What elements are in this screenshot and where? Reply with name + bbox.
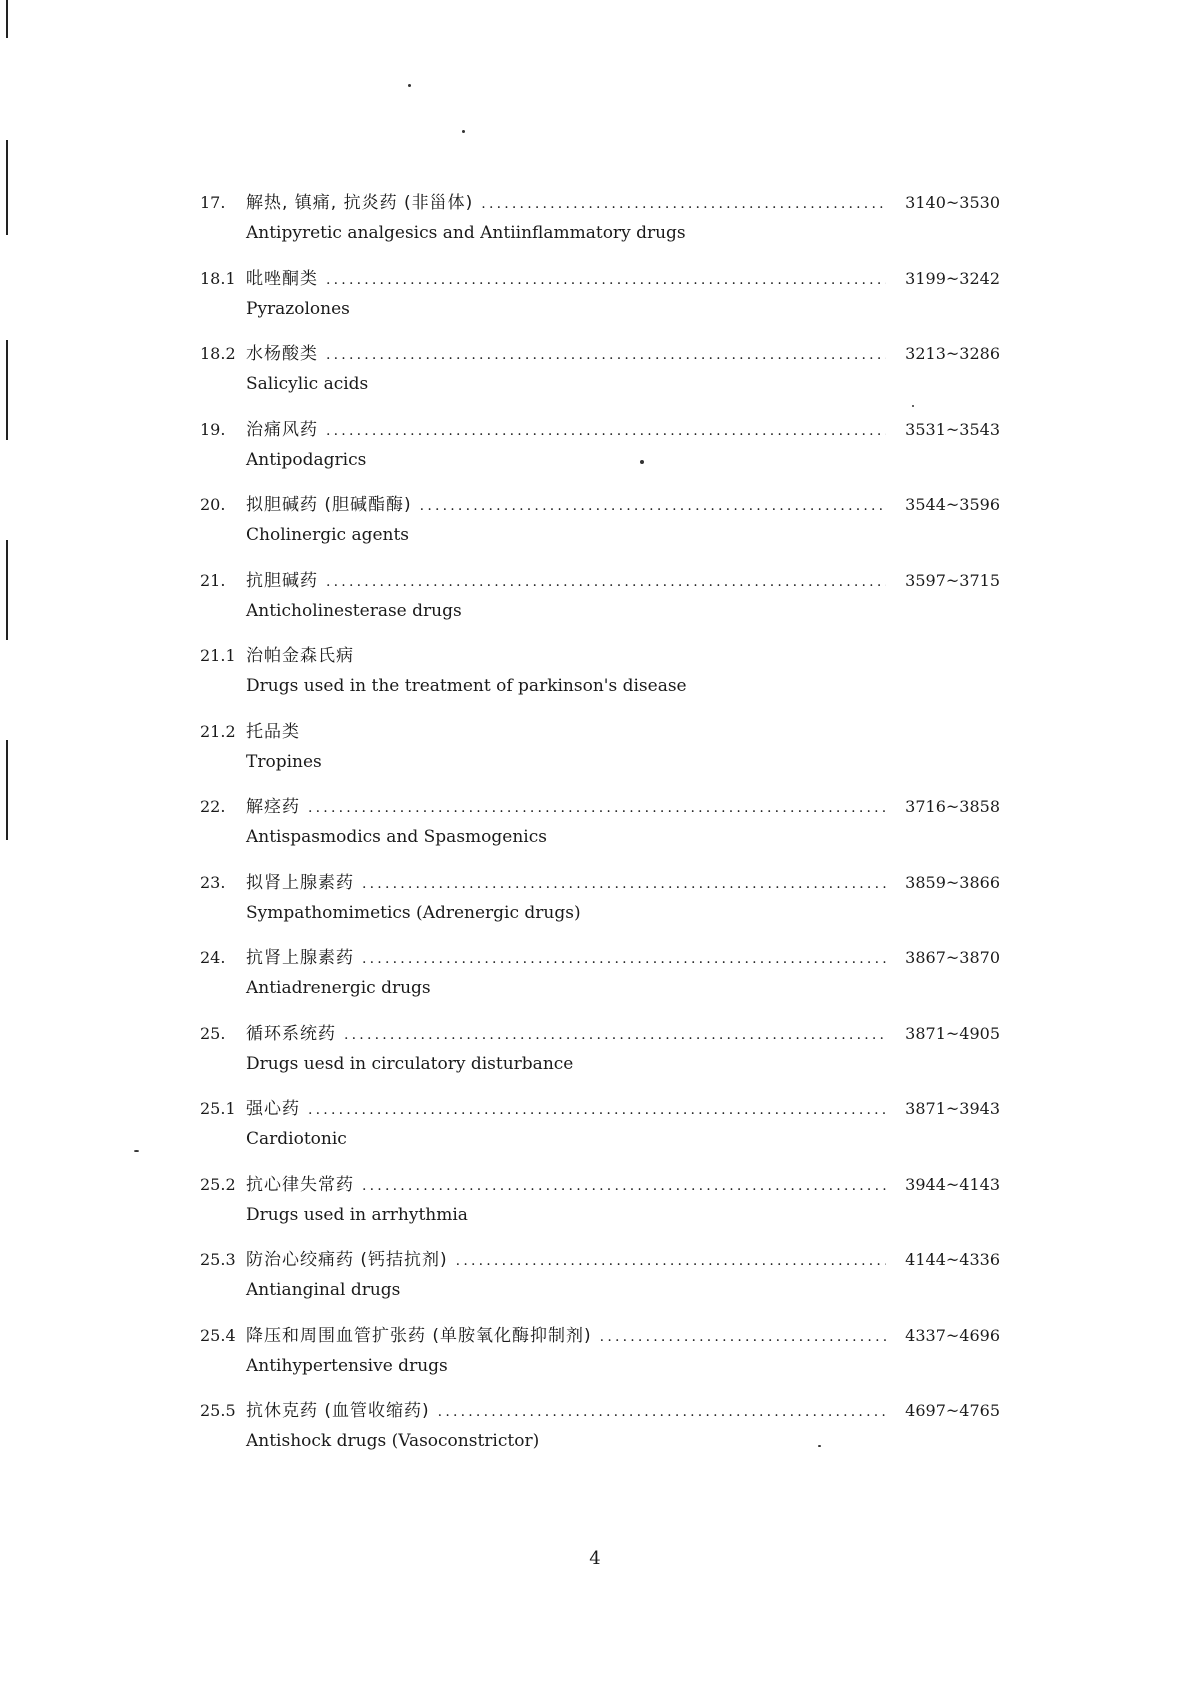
entry-title: 循环系统药 [246, 1023, 336, 1044]
dot-leader [344, 1020, 886, 1050]
entry-title: 拟肾上腺素药 [246, 872, 354, 893]
entry-title: 解热, 镇痛, 抗炎药 (非甾体) [246, 193, 474, 213]
entry-pages: 3140~3530 [905, 193, 1000, 212]
entry-english-title: Antiadrenergic drugs [246, 978, 431, 998]
scan-edge-mark [6, 540, 8, 640]
dot-leader [456, 1246, 886, 1276]
entry-english-title: Antispasmodics and Spasmogenics [246, 827, 547, 847]
page-number: 4 [589, 1548, 601, 1569]
entry-number: 24. [200, 948, 226, 967]
entry-english-title: Cardiotonic [246, 1129, 347, 1149]
toc-entry[interactable] [200, 339, 1000, 415]
entry-english-title: Antipyretic analgesics and Antiinflammatory drugs [246, 223, 686, 243]
entry-title: 治帕金森氏病 [246, 646, 354, 666]
entry-number: 21.1 [200, 646, 236, 665]
toc-entry[interactable] [200, 1094, 1000, 1170]
toc-entry[interactable] [200, 1170, 1000, 1246]
entry-number: 25.1 [200, 1099, 236, 1118]
entry-title: 治痛风药 [246, 419, 318, 440]
dot-leader [326, 340, 886, 370]
entry-number: 23. [200, 872, 226, 892]
dot-leader [308, 793, 886, 823]
entry-title: 抗心律失常药 [246, 1174, 354, 1195]
entry-title: 降压和周围血管扩张药 (单胺氧化酶抑制剂) [246, 1325, 592, 1346]
toc-entry[interactable] [200, 868, 1000, 944]
toc-entry[interactable] [200, 943, 1000, 1019]
entry-number: 20. [200, 495, 226, 514]
toc-entry[interactable] [200, 490, 1000, 566]
dot-leader [362, 944, 886, 974]
entry-pages: 3213~3286 [905, 344, 1000, 363]
dot-leader [481, 189, 886, 219]
entry-number: 21.2 [200, 721, 236, 741]
entry-pages: 3716~3858 [905, 797, 1000, 816]
entry-english-title: Antipodagrics [246, 449, 367, 470]
toc-entry[interactable] [200, 264, 1000, 340]
table-of-contents [200, 188, 1000, 1472]
entry-english-title: Antianginal drugs [246, 1280, 401, 1300]
entry-number: 25. [200, 1023, 226, 1043]
dot-leader [600, 1322, 886, 1352]
scan-edge-mark [6, 340, 8, 440]
entry-pages: 3597~3715 [905, 570, 1000, 590]
entry-number: 25.2 [200, 1174, 236, 1194]
dot-leader [326, 567, 886, 597]
entry-pages: 3871~3943 [905, 1099, 1000, 1118]
entry-title: 防治心绞痛药 (钙拮抗剂) [246, 1250, 448, 1270]
dot-leader [420, 491, 886, 521]
entry-pages: 3199~3242 [905, 268, 1000, 288]
entry-number: 18.2 [200, 344, 236, 363]
entry-number: 25.3 [200, 1250, 236, 1269]
scan-edge-mark [6, 140, 8, 235]
dot-leader [438, 1397, 886, 1427]
dot-leader [326, 265, 886, 295]
entry-title: 抗肾上腺素药 [246, 948, 354, 968]
toc-entry[interactable] [200, 1396, 1000, 1472]
entry-english-title: Antishock drugs (Vasoconstrictor) [246, 1431, 540, 1451]
scan-edge-mark [6, 0, 8, 38]
entry-english-title: Antihypertensive drugs [246, 1355, 448, 1376]
entry-title: 解痉药 [246, 797, 300, 817]
scan-edge-mark [6, 740, 8, 840]
entry-pages: 3867~3870 [905, 948, 1000, 967]
dot-leader [362, 869, 886, 899]
entry-number: 21. [200, 570, 226, 590]
entry-english-title: Cholinergic agents [246, 525, 410, 545]
entry-title: 托品类 [246, 721, 300, 742]
toc-entry[interactable] [200, 188, 1000, 264]
entry-english-title: Pyrazolones [246, 298, 350, 319]
scan-speck [408, 84, 411, 87]
entry-title: 抗胆碱药 [246, 570, 318, 591]
entry-title: 拟胆碱药 (胆碱酯酶) [246, 495, 412, 515]
entry-title: 水杨酸类 [246, 344, 318, 364]
toc-entry[interactable] [200, 641, 1000, 717]
entry-number: 25.5 [200, 1401, 236, 1420]
entry-pages: 4144~4336 [905, 1250, 1000, 1269]
entry-english-title: Drugs used in the treatment of parkinson's disease [246, 676, 687, 696]
dot-leader [308, 1095, 886, 1125]
dot-leader [362, 1171, 886, 1201]
entry-english-title: Drugs uesd in circulatory disturbance [246, 1053, 574, 1074]
toc-entry[interactable] [200, 1245, 1000, 1321]
entry-pages: 3544~3596 [905, 495, 1000, 514]
entry-english-title: Tropines [246, 751, 322, 772]
entry-pages: 3859~3866 [905, 872, 1000, 892]
entry-english-title: Salicylic acids [246, 374, 369, 394]
entry-pages: 4337~4696 [905, 1325, 1000, 1345]
toc-entry[interactable] [200, 566, 1000, 642]
toc-entry[interactable] [200, 1321, 1000, 1397]
entry-number: 19. [200, 419, 226, 439]
entry-number: 22. [200, 797, 226, 816]
toc-entry[interactable] [200, 717, 1000, 793]
entry-title: 吡唑酮类 [246, 268, 318, 289]
entry-title: 强心药 [246, 1099, 300, 1119]
scan-speck [134, 1150, 139, 1152]
entry-number: 25.4 [200, 1325, 236, 1345]
scan-speck [462, 130, 465, 133]
dot-leader [326, 416, 886, 446]
toc-entry[interactable] [200, 415, 1000, 491]
entry-pages: 4697~4765 [905, 1401, 1000, 1420]
entry-english-title: Anticholinesterase drugs [246, 600, 462, 621]
entry-number: 18.1 [200, 268, 236, 288]
entry-english-title: Drugs used in arrhythmia [246, 1204, 468, 1225]
entry-english-title: Sympathomimetics (Adrenergic drugs) [246, 902, 581, 923]
entry-pages: 3944~4143 [905, 1174, 1000, 1194]
toc-entry[interactable] [200, 1019, 1000, 1095]
entry-number: 17. [200, 193, 226, 212]
entry-title: 抗休克药 (血管收缩药) [246, 1401, 430, 1421]
toc-entry[interactable] [200, 792, 1000, 868]
entry-pages: 3871~4905 [905, 1023, 1000, 1043]
entry-pages: 3531~3543 [905, 419, 1000, 439]
